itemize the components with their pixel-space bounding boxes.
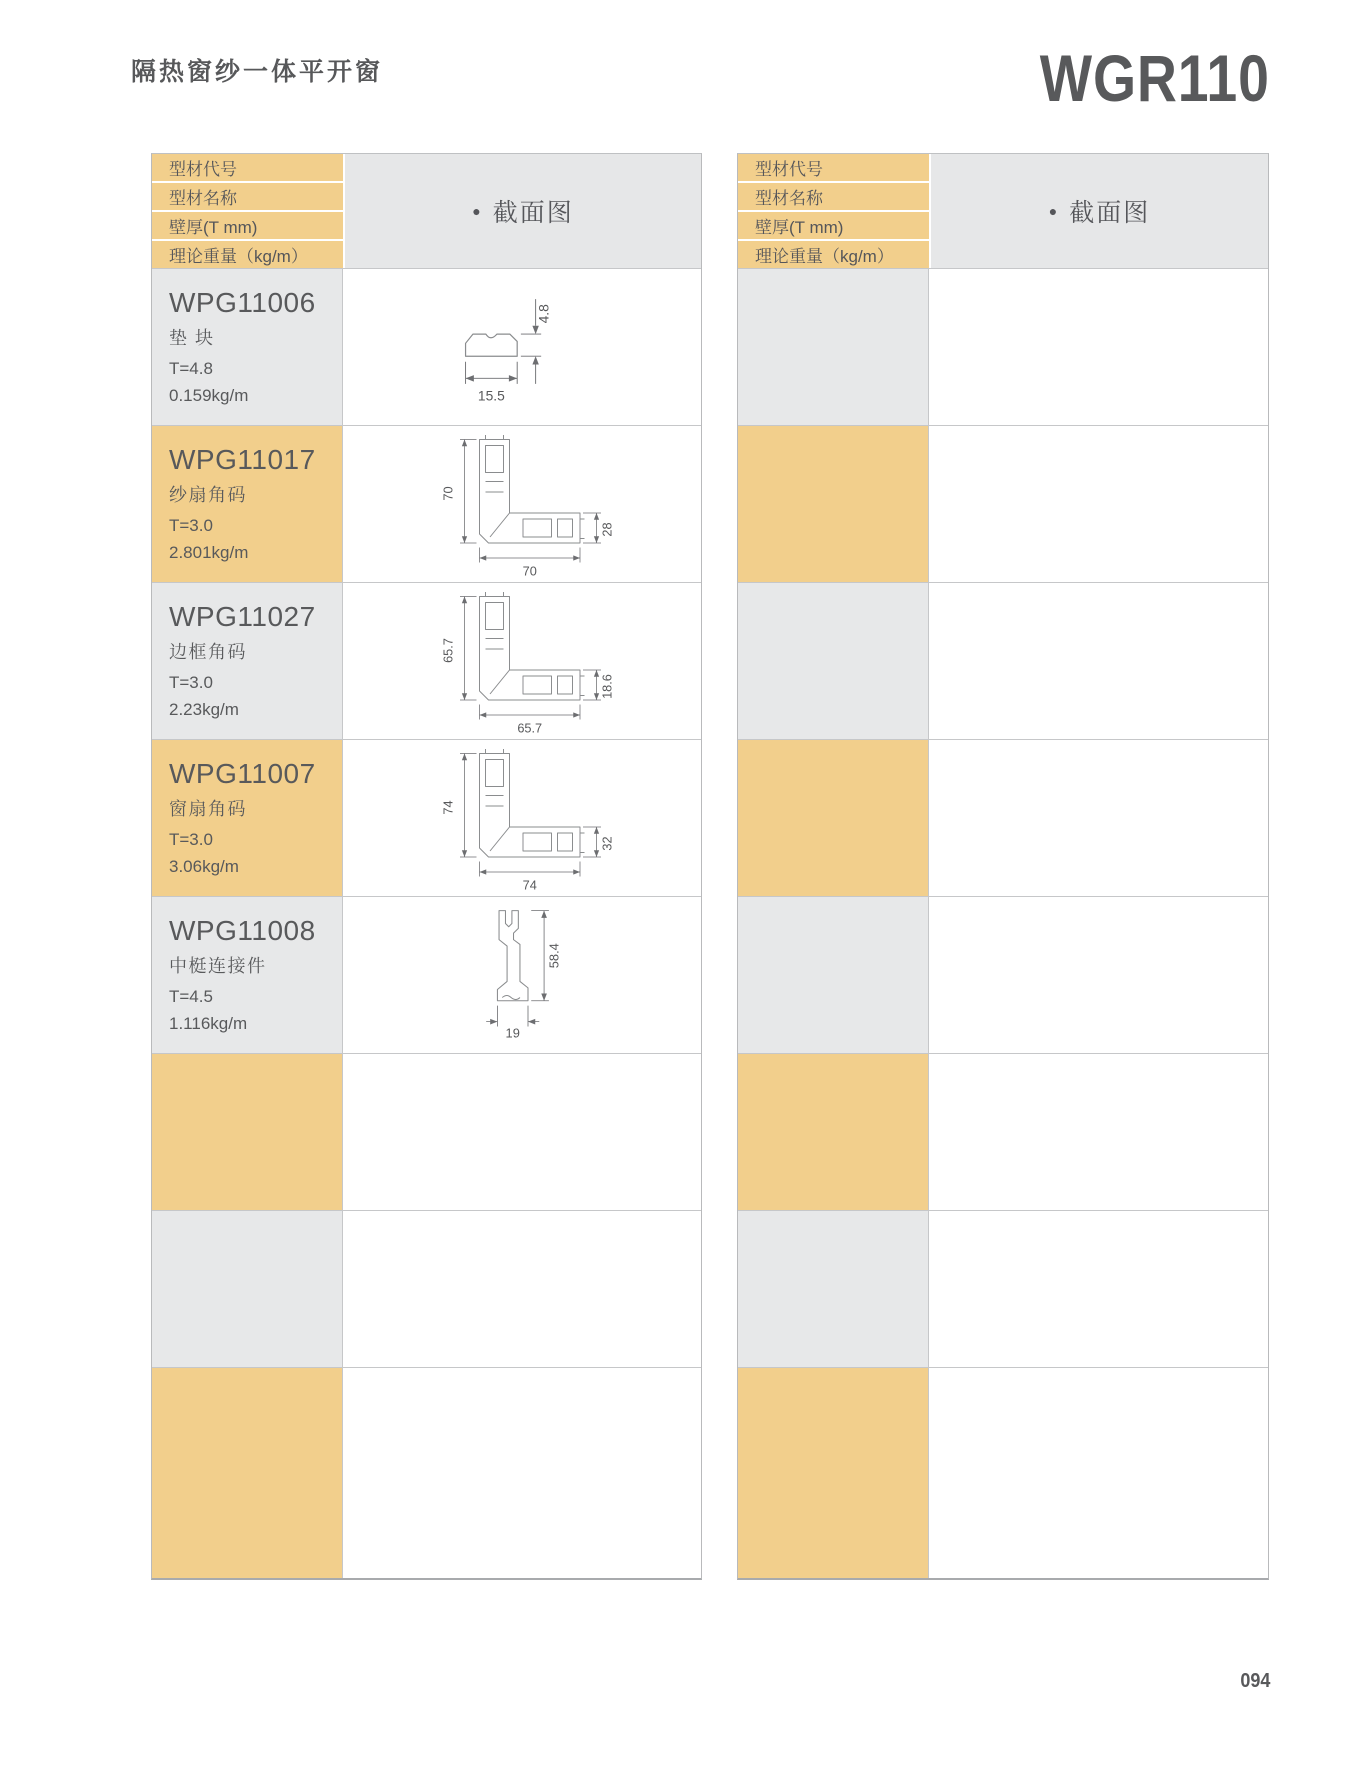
- dim-label-right: 28: [599, 522, 615, 537]
- table-row: [738, 1367, 1268, 1578]
- table-row: [152, 1210, 701, 1367]
- bullet-icon: ●: [472, 203, 483, 219]
- section-diagram-header: [931, 154, 1268, 268]
- header-wall-thickness: 壁厚(T mm): [738, 212, 929, 241]
- profile-info-cell: [738, 583, 929, 739]
- header-wall-thickness: 壁厚(T mm): [152, 212, 343, 241]
- section-diagram-cell: [929, 426, 1268, 582]
- table-row: [152, 1053, 701, 1210]
- profile-name: 边框角码: [169, 642, 247, 662]
- dim-label-left: 65.7: [440, 638, 456, 663]
- section-diagram-cell: [929, 269, 1268, 425]
- section-diagram-cell: [929, 1054, 1268, 1210]
- profile-info-cell: [738, 897, 929, 1053]
- wall-thickness: T=4.5: [169, 987, 213, 1007]
- table-row: [152, 1367, 701, 1578]
- header-label-column: [152, 154, 345, 268]
- dim-label-bottom: 70: [522, 563, 537, 579]
- table-row: [152, 739, 701, 896]
- section-diagram-header: [345, 154, 701, 268]
- bullet-icon: ●: [1048, 203, 1060, 219]
- header-unit-weight: 理论重量（kg/m）: [152, 241, 343, 268]
- table-row: [152, 268, 701, 425]
- profile-code: WPG11008: [169, 915, 316, 946]
- profile-info-cell: [152, 1211, 343, 1367]
- profile-info-cell: [152, 583, 343, 739]
- section-diagram-cell: [343, 897, 701, 1053]
- page-title: 隔热窗纱一体平开窗: [131, 58, 384, 86]
- unit-weight: 3.06kg/m: [169, 856, 239, 876]
- wall-thickness: T=3.0: [169, 830, 213, 850]
- profile-drawing-corner: [424, 586, 621, 736]
- profile-name: 纱扇角码: [169, 485, 247, 505]
- profile-drawing-mullion: [454, 901, 591, 1049]
- wall-thickness: T=3.0: [169, 516, 213, 536]
- table-header: [152, 154, 701, 268]
- section-diagram-cell: [343, 1368, 701, 1578]
- dim-label-side: 4.8: [535, 304, 552, 324]
- table-row: [738, 268, 1268, 425]
- section-diagram-cell: [929, 897, 1268, 1053]
- table-row: [152, 425, 701, 582]
- section-diagram-cell: [343, 583, 701, 739]
- table-row: [152, 582, 701, 739]
- profile-info-cell: [152, 740, 343, 896]
- profile-code: WPG11007: [169, 758, 316, 789]
- profile-info-cell: [152, 269, 343, 425]
- dim-label-bottom: 15.5: [478, 387, 506, 404]
- profile-info-cell: [738, 740, 929, 896]
- table-row: [738, 1053, 1268, 1210]
- table-header: [738, 154, 1268, 268]
- profile-code: WPG11017: [169, 444, 316, 475]
- profile-name: 窗扇角码: [169, 799, 247, 819]
- page-number: 094: [1239, 1670, 1270, 1692]
- profile-drawing-pad: [425, 288, 619, 406]
- header-profile-code: 型材代号: [152, 154, 343, 183]
- profile-info-cell: [738, 426, 929, 582]
- dim-label-bottom: 19: [505, 1025, 520, 1041]
- section-diagram-cell: [929, 1211, 1268, 1367]
- profile-info-cell: [738, 1211, 929, 1367]
- table-row: [738, 582, 1268, 739]
- table-row: [738, 739, 1268, 896]
- section-diagram-cell: [343, 426, 701, 582]
- profile-drawing-corner: [424, 429, 621, 579]
- profile-info-cell: [738, 1368, 929, 1578]
- dim-label-right: 18.6: [599, 674, 615, 699]
- header-profile-name: 型材名称: [152, 183, 343, 212]
- dim-label-bottom: 65.7: [517, 720, 542, 736]
- dim-label-left: 74: [440, 800, 456, 815]
- section-diagram-cell: [343, 1054, 701, 1210]
- profile-info-cell: [152, 1368, 343, 1578]
- profile-info-cell: [152, 1054, 343, 1210]
- table-row: [738, 425, 1268, 582]
- table-row: [152, 896, 701, 1053]
- wall-thickness: T=3.0: [169, 673, 213, 693]
- dim-label-bottom: 74: [522, 877, 537, 893]
- table-row: [738, 1210, 1268, 1367]
- section-diagram-cell: [929, 1368, 1268, 1578]
- section-diagram-cell: [929, 583, 1268, 739]
- dim-label-right: 58.4: [546, 943, 562, 969]
- profile-table-right: [737, 153, 1269, 1580]
- section-diagram-cell: [929, 740, 1268, 896]
- profile-drawing-corner: [424, 743, 621, 893]
- table-row: [738, 896, 1268, 1053]
- profile-name: 垫 块: [169, 328, 215, 348]
- profile-name: 中梃连接件: [169, 956, 267, 976]
- dim-label-left: 70: [440, 486, 456, 501]
- profile-code: WPG11006: [169, 287, 316, 318]
- section-diagram-cell: [343, 1211, 701, 1367]
- dim-label-right: 32: [599, 836, 615, 851]
- header-profile-code: 型材代号: [738, 154, 929, 183]
- profile-info-cell: [738, 269, 929, 425]
- section-diagram-label: 截面图: [1069, 199, 1151, 227]
- model-number: WGR110: [1040, 41, 1270, 115]
- unit-weight: 2.23kg/m: [169, 699, 239, 719]
- profile-table-left: [151, 153, 702, 1580]
- profile-info-cell: [152, 426, 343, 582]
- profile-info-cell: [738, 1054, 929, 1210]
- unit-weight: 0.159kg/m: [169, 385, 249, 405]
- header-profile-name: 型材名称: [738, 183, 929, 212]
- profile-code: WPG11027: [169, 601, 316, 632]
- section-diagram-label: 截面图: [492, 199, 574, 227]
- wall-thickness: T=4.8: [169, 359, 213, 379]
- section-diagram-cell: [343, 269, 701, 425]
- header-unit-weight: 理论重量（kg/m）: [738, 241, 929, 268]
- profile-info-cell: [152, 897, 343, 1053]
- unit-weight: 2.801kg/m: [169, 542, 249, 562]
- section-diagram-cell: [343, 740, 701, 896]
- header-label-column: [738, 154, 931, 268]
- unit-weight: 1.116kg/m: [169, 1013, 248, 1033]
